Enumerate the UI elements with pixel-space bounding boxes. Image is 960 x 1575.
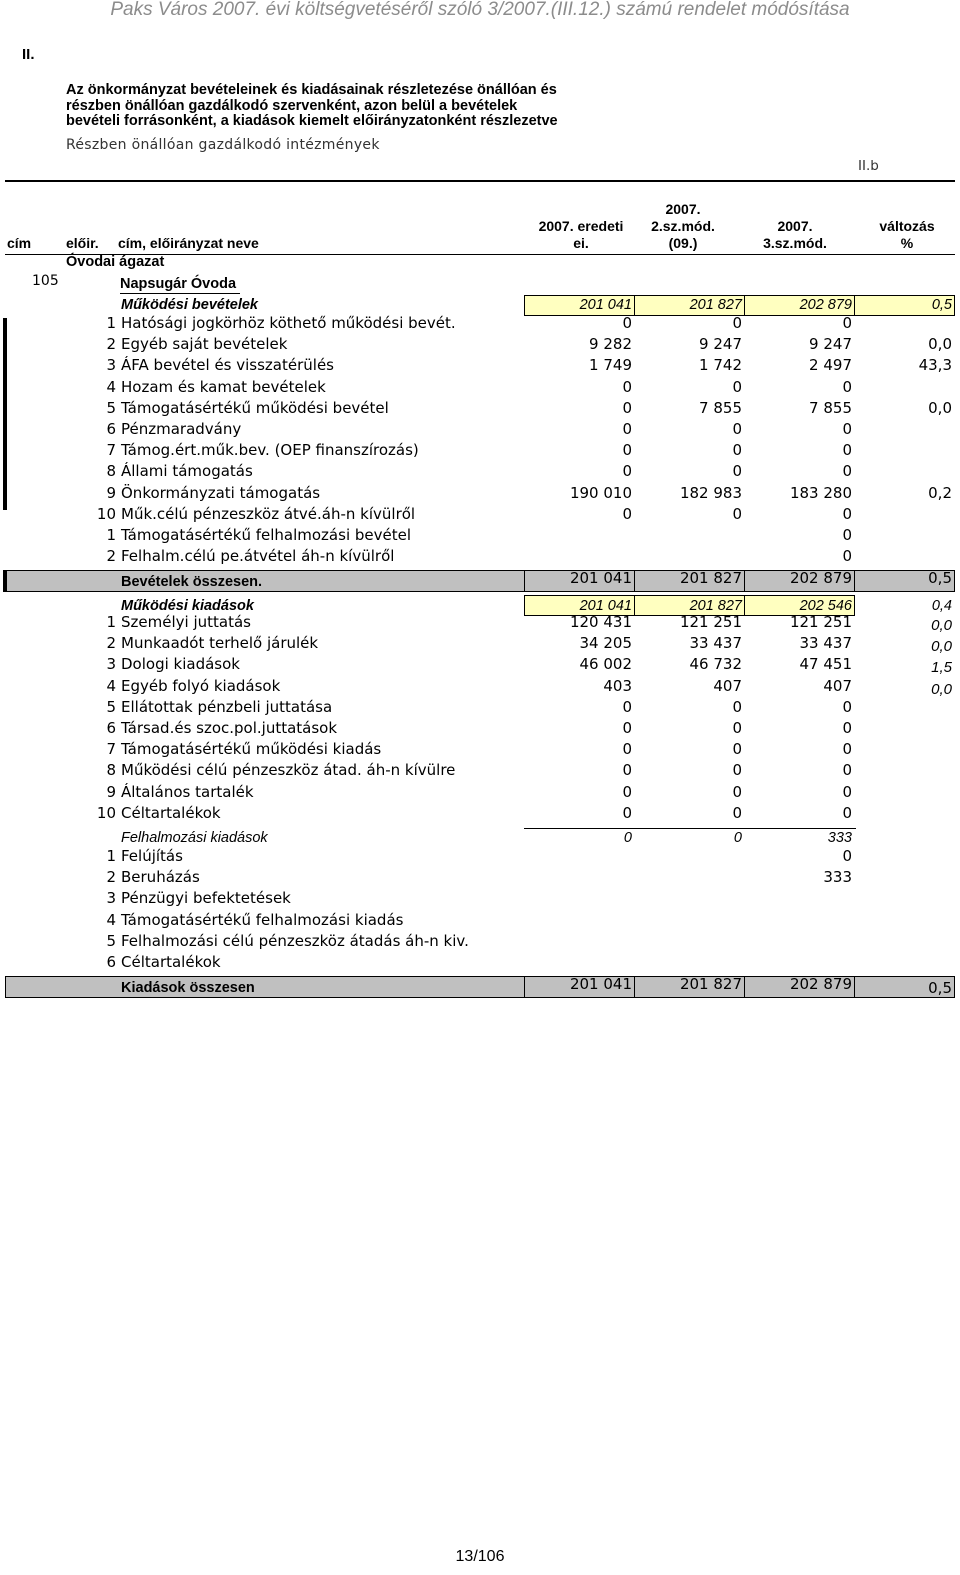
value-mod2: 1 742: [699, 356, 742, 375]
value-mod3: 0: [842, 377, 852, 396]
value-mod2: 33 437: [689, 634, 742, 653]
value-mod2: 0: [732, 314, 742, 332]
value-change: 1,5: [931, 659, 952, 677]
row-label: Támogatásértékű működési kiadás: [121, 740, 382, 759]
value-mod3: [744, 931, 852, 952]
col-header-change-line1: változás: [879, 218, 935, 234]
row-label: Felhalmozási célú pénzeszköz átadás áh-n kiv.: [121, 931, 469, 950]
value-mod2: 0: [732, 740, 742, 759]
row-label: Támogatásértékű felhalmozási bevétel: [121, 526, 412, 544]
value-change: [854, 952, 952, 973]
value-original: [524, 867, 632, 888]
table-row: [0, 697, 960, 718]
row-number: 2: [106, 868, 116, 887]
row-label: Hozam és kamat bevételek: [121, 377, 326, 396]
value-mod2: 7 855: [699, 398, 742, 417]
value-mod3: 0: [842, 526, 852, 544]
value-mod2: 0: [732, 761, 742, 780]
value-change: 0,4: [931, 598, 952, 614]
col-header-original-line1: 2007. eredeti: [538, 218, 624, 234]
row-label: Általános tartalék: [121, 782, 254, 801]
col-header-change: [860, 218, 954, 252]
value-change: 0,5: [928, 979, 952, 997]
table-row: [0, 461, 960, 482]
value-mod2: 407: [713, 676, 742, 695]
value-mod3: 0: [842, 740, 852, 759]
value-original: [524, 952, 632, 973]
row-label: Beruházás: [121, 868, 200, 887]
value-change: [854, 546, 952, 567]
row-number: 2: [106, 634, 116, 653]
value-mod2: 201 827: [689, 297, 742, 313]
value-mod2: [634, 525, 742, 546]
table-row: [0, 334, 960, 355]
table-row: [0, 440, 960, 461]
value-change: 0,2: [928, 483, 952, 502]
value-mod3: 9 247: [809, 335, 852, 354]
row-label: Támogatásértékű működési bevétel: [121, 398, 389, 417]
value-mod3: [744, 910, 852, 931]
row-label: Pénzmaradvány: [121, 420, 242, 438]
col-header-mod2-line2: 2.sz.mód.: [651, 218, 715, 234]
table-row: [0, 676, 960, 697]
institution-name: Napsugár Óvoda: [120, 276, 240, 294]
value-mod3: 0: [842, 504, 852, 523]
col-header-mod2: [633, 201, 733, 252]
row-number: 8: [106, 462, 116, 481]
table-row: [0, 910, 960, 931]
value-mod3: 33 437: [799, 634, 852, 653]
value-change: [854, 846, 952, 867]
value-original: [524, 846, 632, 867]
table-row: [0, 355, 960, 376]
value-original: 190 010: [569, 483, 632, 502]
row-label: Felhalm.célú pe.átvétel áh-n kívülről: [121, 547, 395, 566]
value-original: 46 002: [579, 655, 632, 674]
value-original: 0: [622, 441, 632, 460]
row-label: Működési bevételek: [121, 297, 258, 313]
value-mod3: 202 546: [799, 598, 852, 614]
row-label: Állami támogatás: [121, 462, 253, 481]
value-mod2: 0: [732, 782, 742, 801]
value-mod2: 121 251: [679, 613, 742, 631]
description-line: bevételi forrásonként, a kiadások kiemelt előirányzatonként részlezetve: [66, 113, 558, 129]
table-row: [0, 612, 960, 633]
table-row: [0, 654, 960, 675]
col-header-cim: cím: [7, 235, 32, 251]
row-number: 1: [106, 613, 116, 631]
value-mod3: 0: [842, 314, 852, 332]
section-subtitle: Részben önállóan gazdálkodó intézmények: [66, 137, 380, 153]
value-original: 403: [603, 676, 632, 695]
table-row: [0, 525, 960, 546]
value-change: 0,0: [931, 638, 952, 656]
row-label: Munkaadót terhelő járulék: [121, 634, 319, 653]
value-change: [854, 419, 952, 440]
value-mod3: 333: [827, 830, 852, 846]
col-header-change-line2: %: [900, 235, 914, 251]
value-original: 0: [622, 398, 632, 417]
value-original: 0: [622, 420, 632, 438]
value-original: 9 282: [589, 335, 632, 354]
value-original: 1 749: [589, 356, 632, 375]
value-change: [854, 806, 952, 827]
table-row: [0, 313, 960, 334]
value-mod2: [634, 846, 742, 867]
row-number: 3: [106, 356, 116, 375]
table-row: [0, 633, 960, 654]
table-row: [0, 419, 960, 440]
col-header-mod3-line2: 3.sz.mód.: [763, 235, 827, 251]
value-mod2: 201 827: [679, 569, 742, 587]
value-change: [854, 931, 952, 952]
value-mod3: 121 251: [789, 613, 852, 631]
value-mod2: [634, 867, 742, 888]
table-row: [0, 888, 960, 909]
value-original: [524, 910, 632, 931]
table-row: [0, 718, 960, 739]
value-original: 120 431: [569, 613, 632, 631]
value-original: 34 205: [579, 634, 632, 653]
value-original: [524, 546, 632, 567]
row-label: Műk.célú pénzeszköz átvé.áh-n kívülről: [121, 504, 416, 523]
row-number: 6: [106, 420, 116, 438]
value-change: 0,0: [928, 335, 952, 354]
value-mod2: 0: [733, 830, 742, 846]
table-row: [0, 931, 960, 952]
value-mod2: 9 247: [699, 335, 742, 354]
value-original: 0: [622, 719, 632, 737]
row-number: 4: [106, 676, 116, 695]
row-label: Önkormányzati támogatás: [121, 483, 321, 502]
value-change: 0,0: [931, 680, 952, 698]
section-description: [66, 83, 558, 130]
value-mod3: 0: [842, 420, 852, 438]
description-line: Az önkormányzat bevételeinek és kiadásainak részletezése önállóan és: [66, 82, 557, 98]
row-label: Pénzügyi befektetések: [121, 889, 291, 908]
value-original: [524, 888, 632, 909]
value-mod2: 201 827: [679, 975, 742, 993]
value-mod3: 0: [842, 719, 852, 737]
value-original: 0: [622, 761, 632, 780]
value-mod3: 2 497: [809, 356, 852, 375]
col-header-mod3: [745, 218, 845, 252]
value-original: [524, 931, 632, 952]
value-mod2: 0: [732, 462, 742, 481]
row-number: 7: [106, 441, 116, 460]
row-label: Támogatásértékű felhalmozási kiadás: [121, 910, 404, 929]
value-mod2: 0: [732, 504, 742, 523]
value-change: [854, 867, 952, 888]
value-change: [854, 377, 952, 398]
row-label: Működési célú pénzeszköz átad. áh-n kívülre: [121, 761, 456, 780]
row-number: 8: [106, 761, 116, 780]
value-mod2: [634, 888, 742, 909]
value-mod3: 0: [842, 803, 852, 822]
value-mod2: 0: [732, 377, 742, 396]
table-row: [0, 504, 960, 525]
value-original: 0: [622, 462, 632, 481]
value-mod2: 0: [732, 719, 742, 737]
value-mod2: 46 732: [689, 655, 742, 674]
row-label: Kiadások összesen: [121, 980, 255, 996]
row-label: Céltartalékok: [121, 953, 221, 971]
row-label: Ellátottak pénzbeli juttatása: [121, 697, 333, 716]
cim-number: 105: [32, 273, 59, 289]
row-number: 9: [106, 483, 116, 502]
value-mod2: [634, 952, 742, 973]
table-row: [0, 846, 960, 867]
value-mod3: 183 280: [789, 483, 852, 502]
value-original: 201 041: [579, 297, 632, 313]
value-mod3: 333: [823, 868, 852, 887]
value-original: 0: [622, 782, 632, 801]
table-row: [0, 952, 960, 973]
value-mod3: 407: [823, 676, 852, 695]
col-header-eloir: előir.: [66, 235, 99, 251]
value-mod3: 0: [842, 782, 852, 801]
col-header-mod2-line1: 2007.: [665, 201, 701, 217]
value-change: 43,3: [918, 356, 952, 375]
row-number: 3: [106, 655, 116, 674]
row-number: 10: [96, 803, 116, 822]
row-label: Egyéb saját bevételek: [121, 335, 288, 354]
sector-label: Óvodai ágazat: [66, 254, 165, 270]
table-row: [0, 398, 960, 419]
value-original: 201 041: [569, 569, 632, 587]
row-label: Céltartalékok: [121, 803, 221, 822]
table-row: [0, 739, 960, 760]
section-number: II.: [22, 46, 35, 63]
value-change: [854, 910, 952, 931]
value-mod3: [744, 888, 852, 909]
row-number: 5: [106, 931, 116, 950]
value-mod2: 182 983: [679, 483, 742, 502]
col-header-original-line2: ei.: [573, 235, 589, 251]
value-mod2: 0: [732, 697, 742, 716]
table-row: [0, 377, 960, 398]
row-label: Személyi juttatás: [121, 613, 251, 631]
value-change: [854, 313, 952, 334]
value-original: 0: [622, 314, 632, 332]
value-original: 0: [622, 740, 632, 759]
row-number: 3: [106, 889, 116, 908]
row-label: Támog.ért.műk.bev. (OEP finanszírozás): [121, 441, 419, 460]
value-mod3: 202 879: [789, 975, 852, 993]
value-original: 0: [622, 504, 632, 523]
value-mod2: [634, 910, 742, 931]
row-number: 6: [106, 719, 116, 737]
value-mod3: 0: [842, 441, 852, 460]
row-label: Működési kiadások: [121, 598, 254, 614]
value-mod2: 201 827: [689, 598, 742, 614]
row-label: Egyéb folyó kiadások: [121, 676, 281, 695]
value-original: 0: [623, 830, 632, 846]
value-original: 201 041: [579, 598, 632, 614]
row-number: 1: [106, 526, 116, 544]
value-original: [524, 525, 632, 546]
page-number: 13/106: [455, 1548, 505, 1565]
col-header-original: [529, 218, 633, 252]
value-mod2: [634, 546, 742, 567]
row-number: 4: [106, 377, 116, 396]
row-label: Felhalmozási kiadások: [121, 830, 268, 846]
row-label: Dologi kiadások: [121, 655, 240, 674]
value-mod3: 47 451: [799, 655, 852, 674]
row-number: 7: [106, 740, 116, 759]
value-mod2: 0: [732, 803, 742, 822]
value-change: 0,0: [928, 398, 952, 417]
row-label: Bevételek összesen.: [121, 574, 263, 590]
col-header-name: cím, előirányzat neve: [118, 235, 259, 251]
row-number: 1: [106, 847, 116, 865]
table-row: [0, 867, 960, 888]
row-number: 2: [106, 335, 116, 354]
expense-total-row: [0, 976, 960, 997]
table-row: [0, 483, 960, 504]
table-header: [5, 180, 955, 255]
value-mod3: 0: [842, 462, 852, 481]
value-mod3: 202 879: [799, 297, 852, 313]
value-change: 0,0: [931, 617, 952, 634]
document-header-title: Paks Város 2007. évi költségvetéséről szóló 3/2007.(III.12.) számú rendelet módósítása: [110, 0, 850, 20]
value-mod3: 0: [842, 847, 852, 865]
value-mod3: 0: [842, 547, 852, 566]
description-line: részben önállóan gazdálkodó szervenként, azon belül a bevételek: [66, 97, 518, 114]
value-change: 0,5: [928, 569, 952, 587]
value-original: 0: [622, 377, 632, 396]
value-original: 201 041: [569, 975, 632, 993]
value-mod2: 0: [732, 420, 742, 438]
row-number: 9: [106, 782, 116, 801]
row-label: Társad.és szoc.pol.juttatások: [121, 719, 338, 737]
row-label: ÁFA bevétel és visszatérülés: [121, 356, 334, 375]
value-original: 0: [622, 697, 632, 716]
row-number: 6: [106, 953, 116, 971]
row-number: 1: [106, 314, 116, 332]
value-mod3: [744, 952, 852, 973]
row-number: 5: [106, 697, 116, 716]
row-label: Hatósági jogkörhöz köthető működési bevét.: [121, 314, 456, 332]
value-mod3: 7 855: [809, 398, 852, 417]
income-total-row: [0, 570, 960, 591]
row-number: 2: [106, 547, 116, 566]
value-change: [854, 461, 952, 482]
row-number: 10: [96, 504, 116, 523]
table-row: [0, 782, 960, 803]
value-change: [854, 525, 952, 546]
value-change: 0,5: [931, 297, 952, 313]
row-number: 5: [106, 398, 116, 417]
value-mod3: 0: [842, 697, 852, 716]
table-row: [0, 546, 960, 567]
col-header-mod3-line1: 2007.: [777, 218, 813, 234]
table-row: [0, 760, 960, 781]
row-label: Felújítás: [121, 847, 183, 865]
table-reference: II.b: [858, 158, 879, 174]
value-change: [854, 888, 952, 909]
value-original: 0: [622, 803, 632, 822]
value-mod2: 0: [732, 441, 742, 460]
row-number: 4: [106, 910, 116, 929]
value-change: [854, 440, 952, 461]
value-change: [854, 504, 952, 525]
value-mod3: 0: [842, 761, 852, 780]
table-row: [0, 803, 960, 824]
col-header-mod2-line3: (09.): [668, 235, 698, 251]
value-mod3: 202 879: [789, 569, 852, 587]
value-mod2: [634, 931, 742, 952]
